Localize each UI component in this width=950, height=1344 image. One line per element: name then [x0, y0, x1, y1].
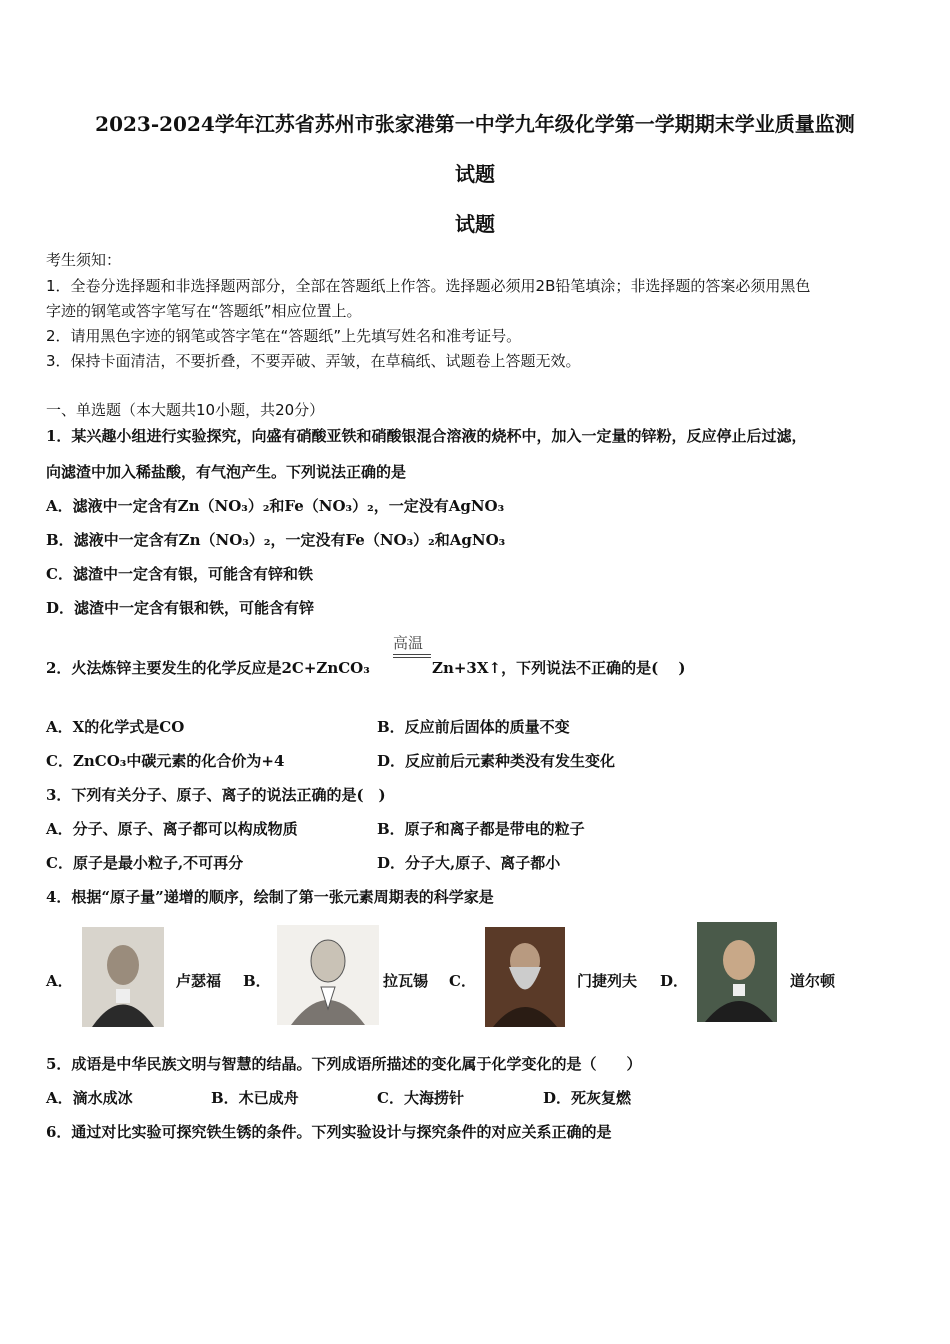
q4-stem: 4．根据“原子量”递增的顺序，绘制了第一张元素周期表的科学家是 — [46, 888, 494, 906]
notice-item: 2．请用黑色字迹的钢笔或答字笔在“答题纸”上先填写姓名和准考证号。 — [46, 327, 522, 345]
q1-stem-cont: 向滤渣中加入稀盐酸，有气泡产生。下列说法正确的是 — [46, 463, 407, 481]
q1-option-d: D．滤渣中一定含有银和铁，可能含有锌 — [46, 599, 315, 617]
q2-stem-pre: 2．火法炼锌主要发生的化学反应是2C+ZnCO₃ — [46, 659, 370, 677]
q2-option-a: A．X的化学式是CO — [46, 718, 185, 736]
notice-item: 3．保持卡面清洁，不要折叠，不要弄破、弄皱，在草稿纸、试题卷上答题无效。 — [46, 352, 581, 370]
notice-item: 字迹的钢笔或答字笔写在“答题纸”相应位置上。 — [46, 302, 362, 320]
portrait-image-b — [277, 925, 379, 1025]
q2-option-c: C．ZnCO₃中碳元素的化合价为+4 — [46, 752, 285, 770]
q3-option-b: B．原子和离子都是带电的粒子 — [377, 820, 585, 838]
portrait-image-d — [697, 922, 777, 1022]
q2-stem-post: Zn+3X↑，下列说法不正确的是( ) — [432, 659, 686, 677]
equals-sign — [393, 654, 431, 658]
q2-option-b: B．反应前后固体的质量不变 — [377, 718, 570, 736]
portrait-image-a — [82, 927, 164, 1027]
q5-option-b: B．木已成舟 — [211, 1089, 299, 1107]
q1-option-a: A．滤液中一定含有Zn（NO₃）₂和Fe（NO₃）₂，一定没有AgNO₃ — [46, 497, 505, 515]
title-line-1: 2023-2024学年江苏省苏州市张家港第一中学九年级化学第一学期期末学业质量监测 — [95, 112, 855, 136]
q3-option-d: D．分子大,原子、离子都小 — [377, 854, 561, 872]
q2-condition: 高温 — [393, 634, 424, 652]
q4-option-d-letter: D． — [660, 972, 689, 990]
q4-option-d-name: 道尔顿 — [790, 972, 836, 990]
q4-option-c-name: 门捷列夫 — [577, 972, 638, 990]
q1-option-c: C．滤渣中一定含有银，可能含有锌和铁 — [46, 565, 313, 583]
q5-option-d: D．死灰复燃 — [543, 1089, 632, 1107]
section-heading: 一、单选题（本大题共10小题，共20分） — [46, 401, 325, 419]
q4-option-a-letter: A． — [46, 972, 73, 990]
q4-option-a-name: 卢瑟福 — [176, 972, 222, 990]
notice-heading: 考生须知： — [46, 251, 122, 269]
q2-option-d: D．反应前后元素种类没有发生变化 — [377, 752, 616, 770]
q4-option-b-letter: B． — [243, 972, 271, 990]
q4-option-b-name: 拉瓦锡 — [383, 972, 429, 990]
q1-option-b: B．滤液中一定含有Zn（NO₃）₂，一定没有Fe（NO₃）₂和AgNO₃ — [46, 531, 506, 549]
portrait-image-c — [485, 927, 565, 1027]
q5-stem: 5．成语是中华民族文明与智慧的结晶。下列成语所描述的变化属于化学变化的是（ ） — [46, 1055, 642, 1073]
q5-option-c: C．大海捞针 — [377, 1089, 464, 1107]
title-line-2: 试题 — [455, 162, 495, 186]
notice-item: 1．全卷分选择题和非选择题两部分，全部在答题纸上作答。选择题必须用2B铅笔填涂；非选择题的答案必须用黑色 — [46, 277, 811, 295]
q3-option-a: A．分子、原子、离子都可以构成物质 — [46, 820, 298, 838]
q6-stem: 6．通过对比实验可探究铁生锈的条件。下列实验设计与探究条件的对应关系正确的是 — [46, 1123, 612, 1141]
q5-option-a: A．滴水成冰 — [46, 1089, 133, 1107]
title-line-3: 试题 — [455, 212, 495, 236]
q3-stem: 3．下列有关分子、原子、离子的说法正确的是( ) — [46, 786, 386, 804]
q3-option-c: C．原子是最小粒子,不可再分 — [46, 854, 244, 872]
q4-option-c-letter: C． — [449, 972, 476, 990]
q1-stem: 1．某兴趣小组进行实验探究，向盛有硝酸亚铁和硝酸银混合溶液的烧杯中，加入一定量的锌粉，反应停止后过滤， — [46, 427, 807, 445]
